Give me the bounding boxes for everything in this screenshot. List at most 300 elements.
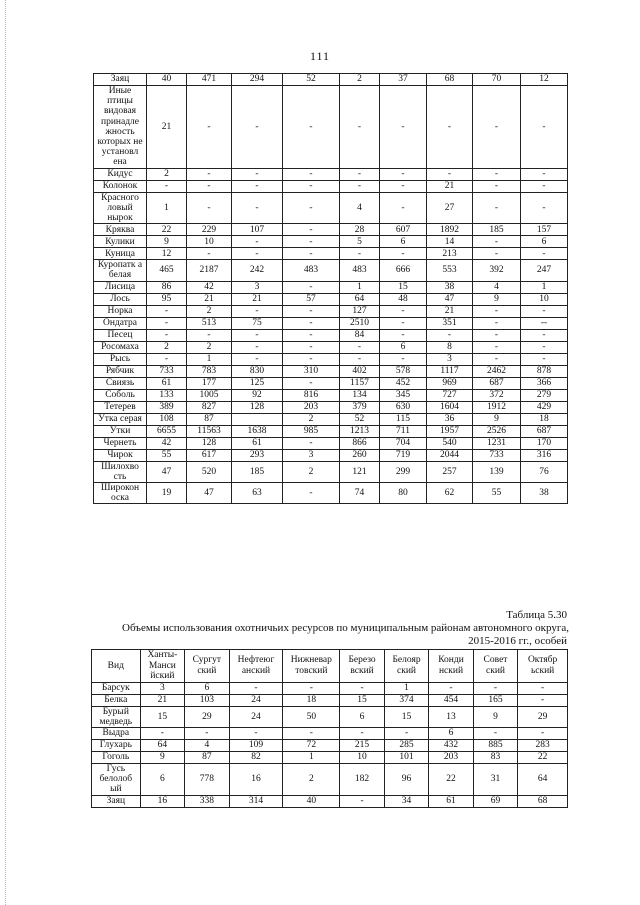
value-cell: - (283, 483, 340, 504)
value-cell: 229 (187, 224, 232, 236)
value-cell: 203 (429, 751, 473, 763)
value-cell: 61 (147, 377, 187, 389)
value-cell: - (232, 86, 283, 169)
table-row (94, 248, 568, 260)
species-cell: Рябчик (94, 365, 147, 377)
value-cell: 16 (140, 795, 184, 807)
table-label: Таблица 5.30 (506, 609, 567, 621)
value-cell: 242 (232, 260, 283, 281)
value-cell: 5 (340, 236, 380, 248)
value-cell (232, 413, 283, 425)
value-cell: 47 (187, 483, 232, 504)
value-cell: 213 (427, 248, 473, 260)
top-table (93, 73, 568, 504)
value-cell: 68 (427, 74, 473, 86)
value-cell: - (521, 353, 568, 365)
value-cell: 84 (340, 329, 380, 341)
value-cell: - (340, 248, 380, 260)
value-cell: 11563 (187, 425, 232, 437)
value-cell: 257 (427, 461, 473, 482)
value-cell: - (380, 248, 427, 260)
value-cell: 18 (283, 694, 340, 706)
value-cell: 299 (380, 461, 427, 482)
species-cell: Гоголь (92, 751, 141, 763)
value-cell: 283 (518, 739, 568, 751)
value-cell: 3 (232, 281, 283, 293)
value-cell: 70 (473, 74, 521, 86)
species-cell: Заяц (94, 74, 147, 86)
value-cell: 55 (473, 483, 521, 504)
value-cell: - (380, 168, 427, 180)
value-cell: - (283, 192, 340, 224)
value-cell: 185 (232, 461, 283, 482)
value-cell: 57 (283, 293, 340, 305)
value-cell: 182 (340, 763, 384, 795)
value-cell: 38 (427, 281, 473, 293)
value-cell: 985 (283, 425, 340, 437)
value-cell: - (521, 248, 568, 260)
table-row (92, 706, 568, 727)
value-cell: 19 (147, 483, 187, 504)
value-cell: 374 (384, 694, 428, 706)
column-header: Сургут ский (185, 650, 229, 683)
value-cell: 10 (521, 293, 568, 305)
value-cell: 36 (427, 413, 473, 425)
value-cell: 2 (147, 168, 187, 180)
value-cell: 520 (187, 461, 232, 482)
value-cell: 1 (283, 751, 340, 763)
value-cell: - (147, 317, 187, 329)
value-cell: 27 (427, 192, 473, 224)
value-cell: 465 (147, 260, 187, 281)
value-cell: - (521, 192, 568, 224)
value-cell: - (187, 329, 232, 341)
species-cell: Бурый медведь (92, 706, 141, 727)
value-cell: 40 (147, 74, 187, 86)
value-cell: 483 (340, 260, 380, 281)
value-cell: 2 (283, 413, 340, 425)
value-cell: - (518, 694, 568, 706)
column-header: Нижневар товский (283, 650, 340, 683)
table-row (94, 377, 568, 389)
table-row (94, 341, 568, 353)
value-cell: 127 (340, 305, 380, 317)
column-header: Белояр ский (384, 650, 428, 683)
value-cell: 42 (187, 281, 232, 293)
value-cell: -- (521, 317, 568, 329)
table-title-line2: 2015-2016 гг., особей (468, 635, 567, 647)
value-cell: - (229, 682, 283, 694)
species-cell: Чирок (94, 449, 147, 461)
value-cell: - (232, 236, 283, 248)
value-cell: 6 (521, 236, 568, 248)
species-cell: Лисица (94, 281, 147, 293)
value-cell: 177 (187, 377, 232, 389)
value-cell: 260 (340, 449, 380, 461)
table-row (94, 329, 568, 341)
value-cell: - (147, 329, 187, 341)
value-cell: 6 (340, 706, 384, 727)
value-cell: 121 (340, 461, 380, 482)
value-cell: 6 (380, 341, 427, 353)
value-cell: - (340, 341, 380, 353)
value-cell: - (473, 180, 521, 192)
value-cell: - (380, 86, 427, 169)
value-cell: 109 (229, 739, 283, 751)
value-cell: 1157 (340, 377, 380, 389)
value-cell: - (473, 168, 521, 180)
table-row (94, 192, 568, 224)
value-cell: - (283, 341, 340, 353)
value-cell: 279 (521, 389, 568, 401)
value-cell: 294 (232, 74, 283, 86)
table-row (92, 739, 568, 751)
value-cell: 62 (427, 483, 473, 504)
species-cell: Куница (94, 248, 147, 260)
species-cell: Гусь белолоб ый (92, 763, 141, 795)
value-cell: 83 (473, 751, 517, 763)
value-cell: 617 (187, 449, 232, 461)
value-cell: 21 (232, 293, 283, 305)
value-cell: 3 (140, 682, 184, 694)
value-cell: - (283, 377, 340, 389)
species-cell: Рысь (94, 353, 147, 365)
species-cell: Глухарь (92, 739, 141, 751)
value-cell: 578 (380, 365, 427, 377)
value-cell: 22 (518, 751, 568, 763)
value-cell: - (427, 168, 473, 180)
value-cell: - (521, 329, 568, 341)
value-cell: 9 (140, 751, 184, 763)
value-cell: 1231 (473, 437, 521, 449)
species-cell: Соболь (94, 389, 147, 401)
value-cell: - (232, 180, 283, 192)
value-cell: 471 (187, 74, 232, 86)
value-cell: 666 (380, 260, 427, 281)
value-cell: - (232, 305, 283, 317)
value-cell: 47 (147, 461, 187, 482)
value-cell: 1005 (187, 389, 232, 401)
value-cell: - (473, 353, 521, 365)
table-row (94, 389, 568, 401)
species-cell: Широкон оска (94, 483, 147, 504)
value-cell: 711 (380, 425, 427, 437)
value-cell: 86 (147, 281, 187, 293)
value-cell: 50 (283, 706, 340, 727)
value-cell: 10 (187, 236, 232, 248)
value-cell: 432 (429, 739, 473, 751)
table-row (94, 180, 568, 192)
value-cell: 107 (232, 224, 283, 236)
value-cell: 293 (232, 449, 283, 461)
species-cell: Кулики (94, 236, 147, 248)
value-cell: 778 (185, 763, 229, 795)
value-cell: 6 (140, 763, 184, 795)
page-number: 111 (309, 49, 331, 63)
value-cell: - (283, 682, 340, 694)
value-cell: 61 (232, 437, 283, 449)
value-cell: 687 (521, 425, 568, 437)
value-cell: 345 (380, 389, 427, 401)
value-cell: 134 (340, 389, 380, 401)
value-cell: 185 (473, 224, 521, 236)
value-cell: 6 (185, 682, 229, 694)
column-header: Нефтеюг анский (229, 650, 283, 683)
value-cell: 28 (340, 224, 380, 236)
value-cell: 816 (283, 389, 340, 401)
value-cell: - (283, 86, 340, 169)
value-cell: - (187, 168, 232, 180)
value-cell: - (380, 329, 427, 341)
column-header: Конди нский (429, 650, 473, 683)
value-cell: 2 (283, 461, 340, 482)
value-cell: 1 (340, 281, 380, 293)
value-cell: - (427, 329, 473, 341)
value-cell: 454 (429, 694, 473, 706)
value-cell: 170 (521, 437, 568, 449)
value-cell: - (232, 353, 283, 365)
table-row (94, 425, 568, 437)
species-cell: Свиязь (94, 377, 147, 389)
value-cell: 1957 (427, 425, 473, 437)
species-cell: Росомаха (94, 341, 147, 353)
value-cell: 128 (187, 437, 232, 449)
table-row (94, 483, 568, 504)
value-cell: 92 (232, 389, 283, 401)
value-cell: - (473, 305, 521, 317)
species-cell: Колонок (94, 180, 147, 192)
value-cell: 351 (427, 317, 473, 329)
value-cell: - (283, 224, 340, 236)
value-cell: - (187, 180, 232, 192)
value-cell: 827 (187, 401, 232, 413)
value-cell: - (283, 180, 340, 192)
species-cell: Тетерев (94, 401, 147, 413)
value-cell: 366 (521, 377, 568, 389)
table-row (94, 236, 568, 248)
table-row (92, 727, 568, 739)
value-cell: - (147, 305, 187, 317)
value-cell: 285 (384, 739, 428, 751)
species-cell: Норка (94, 305, 147, 317)
value-cell: - (340, 795, 384, 807)
value-cell: 76 (521, 461, 568, 482)
value-cell: - (340, 180, 380, 192)
value-cell: 483 (283, 260, 340, 281)
value-cell: 310 (283, 365, 340, 377)
value-cell: - (521, 86, 568, 169)
table-row (94, 353, 568, 365)
value-cell: - (232, 248, 283, 260)
value-cell: - (427, 86, 473, 169)
value-cell: 22 (147, 224, 187, 236)
table-title-line1: Объемы использования охотничьих ресурсов по муниципальным районам автономного округа, (122, 622, 569, 634)
value-cell: - (521, 341, 568, 353)
value-cell: 1 (384, 682, 428, 694)
column-header: Ханты-Манси йский (140, 650, 184, 683)
value-cell: 87 (187, 413, 232, 425)
value-cell: 402 (340, 365, 380, 377)
value-cell: 13 (429, 706, 473, 727)
value-cell: 95 (147, 293, 187, 305)
value-cell: - (187, 86, 232, 169)
value-cell: 21 (147, 86, 187, 169)
value-cell: 4 (473, 281, 521, 293)
value-cell: - (229, 727, 283, 739)
species-cell: Кряква (94, 224, 147, 236)
value-cell: 379 (340, 401, 380, 413)
value-cell: 830 (232, 365, 283, 377)
value-cell: 64 (140, 739, 184, 751)
value-cell: 40 (283, 795, 340, 807)
value-cell: 687 (473, 377, 521, 389)
species-cell: Утка серая (94, 413, 147, 425)
value-cell: 55 (147, 449, 187, 461)
value-cell: 15 (140, 706, 184, 727)
value-cell: 247 (521, 260, 568, 281)
value-cell: 64 (340, 293, 380, 305)
value-cell: 540 (427, 437, 473, 449)
value-cell: - (283, 305, 340, 317)
value-cell: 389 (147, 401, 187, 413)
value-cell: - (147, 353, 187, 365)
value-cell: 125 (232, 377, 283, 389)
value-cell: - (380, 180, 427, 192)
column-header: Вид (92, 650, 141, 683)
value-cell: 553 (427, 260, 473, 281)
value-cell: - (380, 305, 427, 317)
value-cell: 3 (283, 449, 340, 461)
value-cell: 372 (473, 389, 521, 401)
value-cell: - (232, 329, 283, 341)
table-row (92, 751, 568, 763)
table-row (94, 317, 568, 329)
value-cell: 15 (384, 706, 428, 727)
value-cell: 429 (521, 401, 568, 413)
value-cell: 338 (185, 795, 229, 807)
value-cell: - (187, 192, 232, 224)
value-cell: 452 (380, 377, 427, 389)
value-cell: - (380, 353, 427, 365)
value-cell: 82 (229, 751, 283, 763)
column-header: Совет ский (473, 650, 517, 683)
value-cell: 6 (429, 727, 473, 739)
table-row (92, 795, 568, 807)
value-cell: 42 (147, 437, 187, 449)
table-row (94, 86, 568, 169)
value-cell: 6655 (147, 425, 187, 437)
value-cell: - (473, 329, 521, 341)
value-cell: - (473, 192, 521, 224)
table-row (94, 413, 568, 425)
table-row (94, 224, 568, 236)
table-row (94, 305, 568, 317)
table-row (94, 449, 568, 461)
table-row (94, 281, 568, 293)
species-cell: Красного ловый нырок (94, 192, 147, 224)
value-cell: 64 (518, 763, 568, 795)
value-cell: 21 (187, 293, 232, 305)
value-cell: - (380, 192, 427, 224)
value-cell: - (232, 192, 283, 224)
table-row (94, 461, 568, 482)
value-cell: 783 (187, 365, 232, 377)
value-cell: - (473, 236, 521, 248)
value-cell: 21 (140, 694, 184, 706)
value-cell: 733 (147, 365, 187, 377)
column-header: Березо вский (340, 650, 384, 683)
value-cell: 37 (380, 74, 427, 86)
table-row (94, 74, 568, 86)
value-cell: 2 (187, 305, 232, 317)
value-cell: 9 (147, 236, 187, 248)
value-cell: 72 (283, 739, 340, 751)
table-row (94, 437, 568, 449)
value-cell: - (283, 236, 340, 248)
value-cell: - (283, 248, 340, 260)
value-cell: 1 (521, 281, 568, 293)
value-cell: 29 (518, 706, 568, 727)
table-row (94, 260, 568, 281)
value-cell: 101 (384, 751, 428, 763)
value-cell: 607 (380, 224, 427, 236)
value-cell: 2 (283, 763, 340, 795)
value-cell: 2187 (187, 260, 232, 281)
species-cell: Кидус (94, 168, 147, 180)
value-cell: - (521, 305, 568, 317)
value-cell: 630 (380, 401, 427, 413)
value-cell: 52 (283, 74, 340, 86)
value-cell: 9 (473, 413, 521, 425)
value-cell: 1912 (473, 401, 521, 413)
value-cell: 2462 (473, 365, 521, 377)
value-cell: 314 (229, 795, 283, 807)
species-cell: Чернеть (94, 437, 147, 449)
value-cell: - (340, 727, 384, 739)
value-cell: - (340, 86, 380, 169)
value-cell: - (521, 168, 568, 180)
value-cell: 52 (340, 413, 380, 425)
value-cell: 2526 (473, 425, 521, 437)
value-cell: 63 (232, 483, 283, 504)
value-cell: - (283, 437, 340, 449)
value-cell: 34 (384, 795, 428, 807)
value-cell: 6 (380, 236, 427, 248)
value-cell: 1892 (427, 224, 473, 236)
value-cell: 866 (340, 437, 380, 449)
value-cell: 885 (473, 739, 517, 751)
value-cell: - (283, 168, 340, 180)
value-cell: 969 (427, 377, 473, 389)
bottom-table (91, 649, 568, 808)
column-header: Октябр ьский (518, 650, 568, 683)
value-cell: - (140, 727, 184, 739)
value-cell: 14 (427, 236, 473, 248)
table-row (94, 293, 568, 305)
value-cell: - (473, 86, 521, 169)
value-cell: 133 (147, 389, 187, 401)
value-cell: 2044 (427, 449, 473, 461)
value-cell: 24 (229, 694, 283, 706)
value-cell: 21 (427, 305, 473, 317)
value-cell: - (473, 248, 521, 260)
value-cell: 1638 (232, 425, 283, 437)
value-cell: 61 (429, 795, 473, 807)
value-cell: - (518, 727, 568, 739)
value-cell: 2510 (340, 317, 380, 329)
value-cell: 108 (147, 413, 187, 425)
species-cell: Иные птицы видовая принадле жность которых не установл ена (94, 86, 147, 169)
